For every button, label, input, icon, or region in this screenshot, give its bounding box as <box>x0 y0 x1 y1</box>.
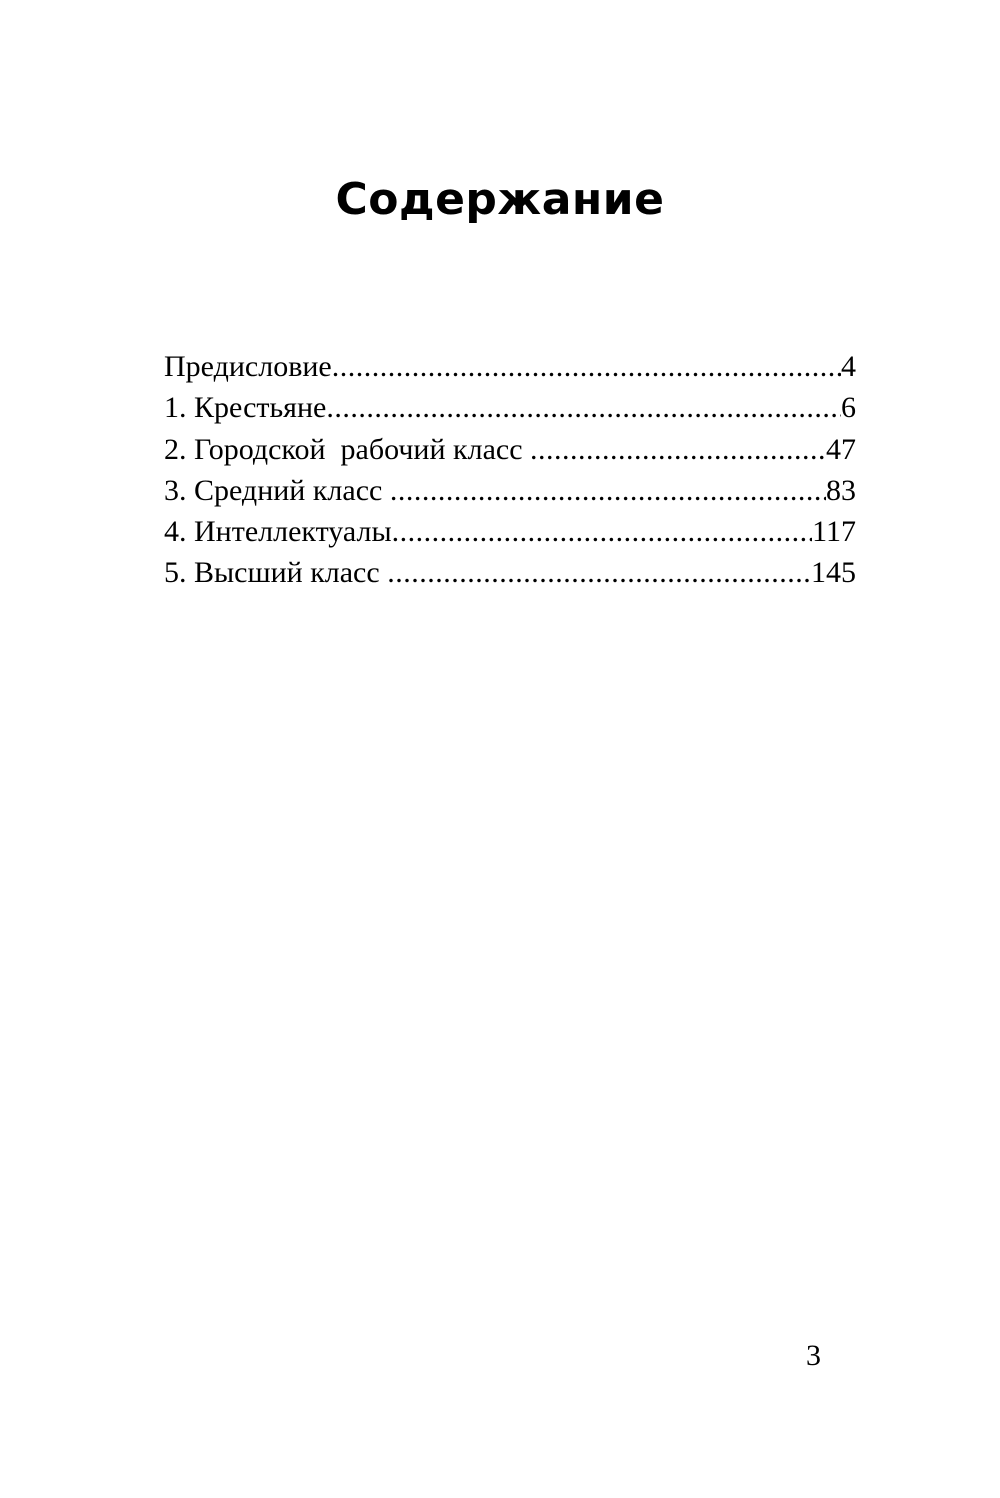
table-of-contents <box>164 346 856 594</box>
toc-dot-leader <box>387 552 811 593</box>
toc-entry-page: 4 <box>841 350 856 383</box>
toc-entry-peasants[interactable] <box>164 387 856 428</box>
toc-entry-upper-class[interactable] <box>164 552 856 593</box>
toc-entry-preface[interactable] <box>164 346 856 387</box>
toc-entry-label: 1. Крестьяне <box>164 391 327 425</box>
toc-entry-page: 6 <box>841 391 856 425</box>
toc-dot-leader <box>392 511 813 552</box>
toc-entry-page: 47 <box>826 432 856 466</box>
page-number: 3 <box>806 1339 821 1372</box>
toc-dot-leader <box>332 346 841 387</box>
toc-entry-label: 3. Средний класс <box>164 473 390 507</box>
toc-entry-page: 83 <box>826 473 856 507</box>
toc-dot-leader <box>530 429 826 470</box>
toc-entry-label: 2. Городской рабочий класс <box>164 432 531 466</box>
toc-entry-page: 117 <box>812 515 856 549</box>
toc-dot-leader <box>326 387 841 428</box>
toc-entry-label: 5. Высший класс <box>164 556 388 590</box>
toc-entry-page: 145 <box>811 556 856 590</box>
toc-entry-middle-class[interactable] <box>164 470 856 511</box>
toc-entry-label: 4. Интеллектуалы <box>164 515 392 549</box>
toc-dot-leader <box>390 470 826 511</box>
page-title: Содержание <box>335 174 665 225</box>
toc-entry-label: Предисловие <box>164 350 332 383</box>
toc-entry-urban-working-class[interactable] <box>164 429 856 470</box>
toc-entry-intellectuals[interactable] <box>164 511 856 552</box>
